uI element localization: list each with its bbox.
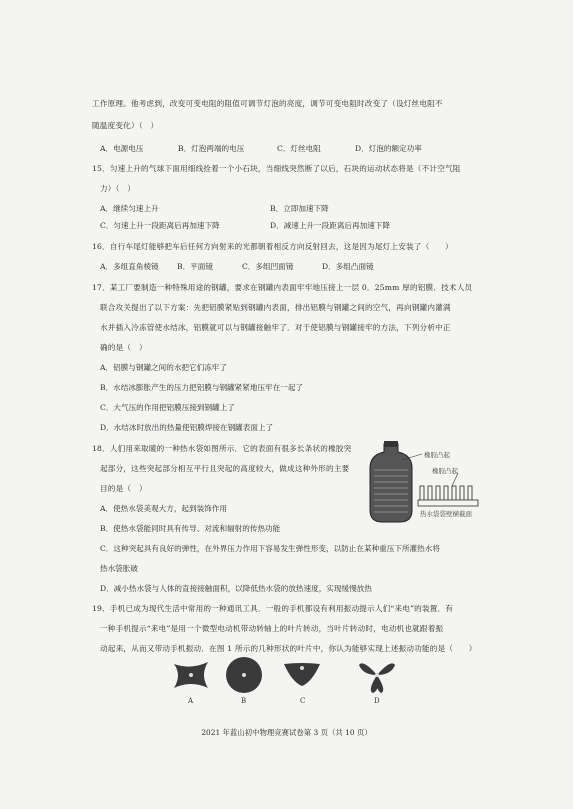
- intro-line-1: 工作原理。他考虑到，改变可变电阻的阻值可调节灯泡的亮度，调节可变电阻时改变了（设灯丝电阻不: [92, 99, 443, 108]
- shape-label-d: D: [374, 697, 380, 705]
- q16-option-c: C．多组凹面镜: [242, 262, 294, 271]
- q14-option-a: A．电源电压: [100, 144, 144, 153]
- q17-option-d: D．水结冰时放出的热量使铝膜焊接在钢罐表面上了: [100, 423, 274, 432]
- q17-line-1: 17．某工厂要制造一种特殊用途的钢罐，要求在钢罐内表面牢牢地压接上一层 0．25mm 厚的铝膜．技术人员: [92, 283, 473, 292]
- q18-line-3: 目的是（ ）: [100, 484, 147, 493]
- q17-line-3: 水并插入冷冻管使水结冰，铝膜就可以与钢罐接触牢了．对于使铝膜与钢罐接牢的方法，下列分析中正: [100, 323, 451, 332]
- blade-shape-a-icon: [170, 658, 212, 692]
- q18-option-b: B．使热水袋能同时具有传导、对流和辐射的传热功能: [100, 524, 281, 533]
- figure-label-cross-section: 热水袋袋壁横截面: [420, 510, 472, 518]
- q16-option-d: D．多组凸面镜: [322, 262, 374, 271]
- q18-option-d: D．减小热水袋与人体的直接接触面积，以降低热水袋的放热速度，实现缓慢放热: [100, 584, 372, 593]
- q15-option-b: B．立即加速下降: [270, 204, 329, 213]
- q17-option-b: B．水结冰膨胀产生的压力把铝膜与钢罐紧紧地压牢在一起了: [100, 383, 304, 392]
- blade-shape-c-icon: [282, 660, 322, 690]
- shape-label-a: A: [188, 697, 194, 705]
- q15-line-1: 15．匀速上升的气球下面用细线拴着一个小石块，当细线突然断了以后，石块的运动状态将是（不计空气阻: [92, 164, 461, 173]
- blade-shape-d-icon: [355, 655, 399, 695]
- q17-line-4: 确的是（ ）: [100, 343, 147, 352]
- q14-option-b: B．灯泡两端的电压: [178, 144, 245, 153]
- q17-line-2: 联合攻关提出了以下方案：先把铝膜紧贴到钢罐内表面，排出铝膜与钢罐之间的空气，再向钢罐内灌满: [100, 303, 451, 312]
- q19-line-3: 动起来，从而又带动手机振动．在图 1 所示的几种形状的叶片中，你认为能够实现上述振动功能的是（ ）: [100, 644, 477, 653]
- blade-shape-b-icon: [224, 655, 264, 695]
- q15-option-d: D．减速上升一段距离后再加速下降: [270, 221, 390, 230]
- figure-label-rubber-2: 橡胶凸起: [432, 467, 458, 475]
- q16-line-1: 16．自行车尾灯能够把车后任何方向射来的光都朝着相反方向反射回去，这是因为尾灯上安装了（ ）: [92, 242, 453, 251]
- q16-option-b: B．平面镜: [177, 262, 213, 271]
- q16-option-a: A．多组直角棱镜: [100, 262, 159, 271]
- q18-option-a: A．使热水袋美观大方，起到装饰作用: [100, 504, 227, 513]
- page-footer: 2021 年蓝山初中物理竞赛试卷第 3 页（共 10 页）: [201, 728, 372, 737]
- q14-option-d: D．灯泡的额定功率: [355, 144, 422, 153]
- shape-label-b: B: [241, 697, 247, 705]
- q15-option-a: A．继续匀速上升: [100, 204, 159, 213]
- figure-label-rubber-1: 橡胶凸起: [424, 451, 450, 459]
- q15-option-c: C．匀速上升一段距离后再加速下降: [100, 221, 220, 230]
- q19-line-1: 19．手机已成为现代生活中常用的一种通讯工具．一般的手机都设有利用振动提示人们“来电”的装置．有: [92, 604, 454, 613]
- q18-line-1: 18．人们用来取暖的一种热水袋如图所示．它的表面有很多长条状的橡胶突: [92, 444, 352, 453]
- shape-label-c: C: [300, 697, 306, 705]
- intro-line-2: 随温度变化）（ ）: [92, 121, 159, 130]
- q18-option-c-cont: 热水袋胀破: [100, 564, 138, 573]
- q18-option-c: C．这种突起具有良好的弹性，在外界压力作用下容易发生弹性形变，以防止在某种重压下所灌热水将: [100, 544, 440, 553]
- q15-line-2: 力）（ ）: [100, 184, 136, 193]
- q19-line-2: 一种手机提示“来电”是用一个微型电动机带动转轴上的叶片转动，当叶片转动时，电动机也就跟着振: [100, 624, 444, 633]
- q18-line-2: 起部分，这些突起部分相互平行且突起的高度较大，做成这种外形的主要: [100, 464, 350, 473]
- q17-option-c: C．大气压的作用把铝膜压接到钢罐上了: [100, 403, 235, 412]
- q17-option-a: A．铝膜与钢罐之间的水把它们冻牢了: [100, 363, 227, 372]
- q14-option-c: C．灯丝电阻: [277, 144, 321, 153]
